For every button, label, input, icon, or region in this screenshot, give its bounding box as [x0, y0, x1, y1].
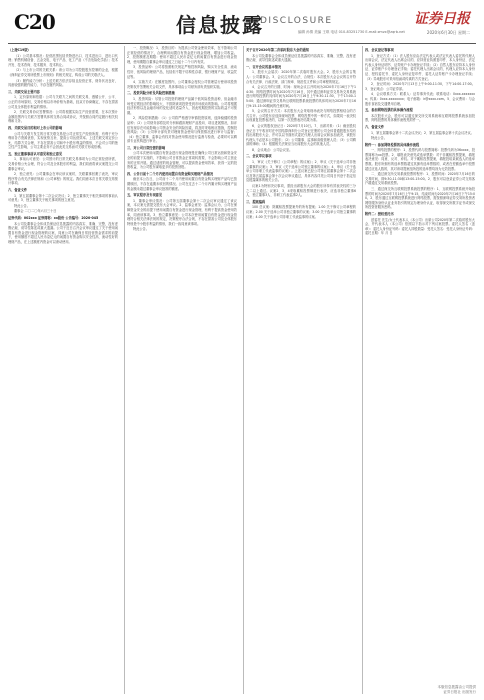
- paragraph: 董事会 二〇二〇年六月三十日: [14, 209, 57, 214]
- footer-line: 证券日报社 出版发行: [443, 689, 476, 694]
- paragraph: 特此公告。: [133, 227, 149, 232]
- section-heading: 四、公告日前十二个月内使用闲置自有资金购买理财产品情况: [127, 171, 214, 176]
- paragraph: （1）公司基本情况：经营范围包括货物进出口、技术进出口、进出口代理；销售机械设备、五金交电、电子产品、化工产品（不含危险化学品）；技术开发、技术咨询、技术服务、技术转让。: [8, 53, 118, 67]
- paragraph: 截至本公告日，公司前十二个月内使用闲置自有资金购买理财产品均已按期赎回，不存在逾期未收回的情况。公司在过去十二个月内累计购买理财产品的金额未超过董事会审议批准的额度。: [127, 177, 237, 191]
- paragraph: 兹委托 先生/女士代表本人（本公司）出席公司2020年第二次临时股东大会，并代表本人（本公司）依照以下指示对下列议案投票。委托人签名（盖章）：委托人身份证号码：委托人持股数量：受托人签名：受托人身份证号码：委托日期：年 月 日: [365, 217, 475, 236]
- paragraph: 5、会议的召开方式：本次股东大会采取现场表决与网络投票相结合的方式召开。公司股东应选择现场投票、网络投票中的一种方式，如果同一表决权出现重复投票表决的，以第一次投票表决结果为准。: [246, 109, 356, 123]
- page-number: C20: [14, 10, 55, 34]
- column-divider: [362, 46, 363, 694]
- paragraph: 8、会议地点：公司会议室。: [252, 147, 293, 152]
- paragraph: 1、第五届董事会第十二次会议决议；2、独立董事关于相关事项的事前认可意见；3、独立董事关于相关事项的独立意见。: [8, 193, 118, 203]
- paragraph: 本公司及董事会全体成员保证信息披露的内容真实、准确、完整，没有虚假记载、误导性陈述或重大遗漏。: [246, 53, 356, 63]
- section-heading: 四、关联交易目的和对上市公司的影响: [8, 125, 63, 130]
- paragraph: 4、会议联系方式：联系人：证券事务代表；联系电话：0xxx-xxxxxxxx；传真：0xxx-xxxxxxxx；电子邮箱：ir@xxxx.com。5、会议费用：与会股东食宿及交通费用自理。: [365, 92, 475, 106]
- paragraph: 1、投资风险：尽管公司投资的理财产品属于低风险投资品种，但金融市场受宏观经济的影响较大，不排除该项投资受到市场波动的影响。公司将根据经济形势以及金融市场的变化适时适量介入，因此短期投资的实际收益不可预期。: [127, 96, 237, 115]
- paragraph: 3、投资品种：公司将按照相关规定严格控制风险，购买安全性高、流动性好、低风险的理财产品，包括但不限于结构性存款、银行理财产品、收益凭证等。: [127, 65, 237, 79]
- paragraph: 1、审议《关于修订〈公司章程〉的议案》；2、审议《关于选举公司非独立董事的议案》；3、审议《关于选举公司独立董事的议案》；4、审议《关于选举公司非职工代表监事的议案》。上述议案已经公司第五届董事会第十二次会议及第五届监事会第十次会议审议通过，具体内容详见公司同日刊登于指定信息披露媒体的相关公告。: [246, 160, 356, 183]
- section-heading: 六、备查文件: [365, 124, 385, 129]
- paragraph: 2、关联交易协议签署情况：公司将根据实际生产经营需要，在本次预计金额范围内与关联方签署具体的交易合同或协议，并按照合同约定履行相关权利和义务。: [8, 110, 118, 124]
- section-heading: 五、参加网络投票的具体操作流程: [365, 108, 413, 113]
- section-heading: 附件二：授权委托书: [365, 212, 394, 216]
- paragraph: 特此公告。: [371, 136, 387, 141]
- paragraph: 4、会议召开的日期、时间：现场会议召开时间为2020年7月16日下午14:30；网络投票时间为2020年7月16日，其中通过深圳证券交易所交易系统进行网络投票的具体时间为2020年7月16日上午9:30-11:30，下午13:00-15:00；通过深圳证券交易所互联网投票系统投票的具体时间为2020年7月16日9:15-15:00期间的任意时间。: [246, 85, 356, 108]
- paragraph: 2、风险控制措施：（1）公司将严格遵守审慎投资原则，选择稳健的投资品种；（2）公司财务部将及时分析和跟踪理财产品投向、项目进展情况，如评估发现存在可能影响公司资金安全的风险因素，将及时采取相应措施，控制投资风险；（3）公司审计部负责对理财资金使用与保管情况进行审计与监督；（4）独立董事、监事会有权对资金使用情况进行监督与检查，必要时可以聘请专业机构进行审计。: [127, 116, 237, 144]
- footer-line: 本版信息披露由公司提供: [437, 685, 476, 689]
- section-heading: 五、审议程序及专项意见: [127, 193, 163, 198]
- paragraph: 1、股东大会届次：2020年第二次临时股东大会。2、股东大会的召集人：公司董事会。3、会议召开的合法、合规性：本次股东大会会议的召开符合有关法律、行政法规、部门规章、规范性文件和公司章程的规定。: [246, 70, 356, 84]
- column-divider: [243, 46, 244, 694]
- paragraph: 议案1为特别决议事项，需经出席股东大会的股东所持有效表决权的三分之二以上通过。议案2、3、4采取累积投票制进行表决，应选非独立董事6人、独立董事3人、非职工代表监事2人。: [246, 184, 356, 198]
- paragraph: 公司与关联方发生的日常关联交易是公司正常生产经营所需，有利于充分利用各方资源优势，实现优势互补，提高公司运营效率。上述关联交易定价公允，结算方式合理，不存在损害公司和中小股东利益的情形，不会对公司的独立性产生影响，公司主要业务不会因此类交易而对关联方形成依赖。: [8, 131, 118, 150]
- section-heading: 证券代码：002xxx 证券简称：xx股份 公告编号：2020-045: [8, 216, 99, 220]
- paragraph: 1、定价原则和依据：公司与关联方之间的关联交易，遵循公开、公平、公正的市场原则，交易价格以市场价格为基础，经双方协商确定，不存在损害公司及全体股东利益的情形。: [8, 95, 118, 109]
- paragraph: 一、投资概况：1、投资目的：为提高公司资金使用效率，在不影响公司正常经营的情况下，合理利用闲置自有资金进行现金管理，增加公司收益。2、投资额度及期限：使用不超过人民币壹亿元的闲置自有资金进行现金管理，使用期限自董事会审议通过之日起十二个月内有效。: [127, 46, 237, 64]
- section-heading: 五、独立董事事前认可意见和独立意见: [8, 151, 63, 156]
- paragraph: 6、会议的股权登记日：2020年7月10日。7、出席对象：（1）截至股权登记日下午收市时在中国结算深圳分公司登记在册的公司全体普通股股东均有权出席股东大会，并可以以书面形式委托代理人出席会议和参加表决，该股东代理人不必是本公司股东；（2）公司董事、监事和高级管理人员；（3）公司聘请的律师；（4）根据相关法规应当出席股东大会的其他人员。: [246, 123, 356, 147]
- paragraph: 4、实施方式：在额度范围内，公司董事会授权公司管理层行使该项投资决策权并签署相关合同文件，具体事项由公司财务部负责组织实施。: [127, 80, 237, 89]
- paragraph: 本次股东大会，股东可以通过深交所交易系统和互联网投票系统参加投票，网络投票的具体操作流程见附件一。: [365, 113, 475, 123]
- section-heading: 四、会议登记等事项: [365, 48, 394, 52]
- date-info: 2020年6月30日 星期二: [426, 30, 470, 35]
- article-body: [8, 46, 476, 694]
- paragraph: 公司本次使用闲置自有资金进行现金管理是在确保公司日常运营和资金安全的前提下实施的，不影响公司日常资金正常周转需要，不会影响公司主营业务的正常开展。通过适度的现金管理，可以提高资金使用效率，获得一定的投资收益，为公司股东谋取更多的投资回报。: [127, 151, 237, 170]
- newspaper-logo: 证券日报: [414, 11, 470, 27]
- paragraph: 1、事前认可意见：公司预计的日常关联交易事项为公司正常经营所需，交易价格公允合理，符合公司及全体股东的利益，我们同意将该议案提交公司董事会审议。: [8, 157, 118, 171]
- paragraph: 1、第五届董事会第十二次会议决议；2、第五届监事会第十次会议决议。: [371, 130, 474, 135]
- text-column-1: [8, 46, 118, 694]
- section-heading: 附件一：参加网络投票的具体操作流程: [365, 142, 420, 147]
- text-column-4: [365, 46, 475, 694]
- section-heading: 六、备查文件: [8, 188, 28, 193]
- section-heading: 二、会议审议事项: [246, 154, 272, 159]
- section-heading: （上接C19版）: [8, 48, 31, 52]
- header-divider: [8, 43, 476, 44]
- section-title: 信息披露: [176, 13, 264, 37]
- paragraph: （2）与上市公司的关联关系：该公司为公司控股股东控制的企业，根据《深圳证券交易所股票上市规则》的相关规定，构成公司的关联法人。: [8, 68, 118, 77]
- section-heading: 三、提案编码: [246, 199, 266, 204]
- paragraph: 一、网络投票的程序：1、投票代码与投票简称：投票代码为36xxxx，投票简称为xx投票。2、填报表决意见或选举票数：对于非累积投票提案，填报表决意见：同意、反对、弃权。对于累积投票提案，填报投给某候选人的选举票数。股东所拥有的选举票数超过其拥有选举票数的，或者在差额选举中投票超过应选人数的，其对该项提案组所投的选举票均视为无效投票。: [365, 148, 475, 171]
- paragraph: 三、通过深交所互联网投票系统投票的程序：1、互联网投票系统开始投票的时间为2020年7月16日上午9:15，结束时间为2020年7月16日下午15:00。2、股东通过互联网投票系统进行网络投票，需按照深圳证券交易所投资者网络服务身份认证业务指引的规定办理身份认证，取得深交所数字证书或深交所投资者服务密码。: [365, 187, 475, 210]
- section-heading: 三、对公司日常经营的影响: [127, 145, 166, 150]
- paragraph: 1、登记方式：（1）法人股东应由法定代表人或法定代表人委托的代理人出席会议，法定代表人出席会议的，应持营业执照复印件、本人身份证、法定代表人身份证明书、证券账户卡办理登记手续；（2）自然人股东应持本人身份证、证券账户卡办理登记手续；委托代理人出席会议的，代理人应持本人身份证、授权委托书、委托人身份证复印件、委托人证券账户卡办理登记手续；（3）异地股东可采用信函或传真的方式登记。: [365, 53, 475, 81]
- section-heading: 一、召开会议的基本情况: [246, 64, 282, 69]
- page-header: [8, 6, 476, 42]
- edition-info: 编辑 孙倩 美编 王琪 电话 010-83251730 E-mail:zmzx@zqrb.net: [298, 30, 405, 34]
- paragraph: 2、登记时间：2020年7月13日上午9:00-11:30，下午14:00-17:00。3、登记地点：公司证券部。: [365, 82, 475, 91]
- text-column-2: [127, 46, 237, 694]
- page-footer: [438, 685, 477, 694]
- paragraph: 100 总议案：除累积投票提案外的所有提案；1.00 关于修订公司章程的议案；2.00 关于选举公司非独立董事的议案；3.00 关于选举公司独立董事的议案；4.00 关于选举公司非职工代表监事的议案。: [246, 205, 356, 219]
- column-divider: [124, 46, 125, 694]
- paragraph: 二、通过深交所交易系统投票的程序：1、投票时间：2020年7月16日的交易时间，即9:30-11:30和13:00-15:00。2、股东可以登录证券公司交易客户端通过交易系统投票。: [365, 172, 475, 186]
- section-heading: 三、关联交易主要内容: [8, 89, 40, 94]
- section-heading: 二、投资风险分析及风险控制措施: [127, 91, 175, 96]
- paragraph: 2、独立意见：公司董事会在审议该议案时，关联董事回避了表决，审议程序符合有关法律法规和《公司章程》的规定。我们同意本次日常关联交易预计事项。: [8, 172, 118, 186]
- section-heading: 关于召开2020年第二次临时股东大会的通知: [246, 48, 310, 52]
- paragraph: 1、董事会审议情况：公司第五届董事会第十二次会议审议通过了该议案，本议案无需提交股东大会审议。2、监事会意见：监事会认为，公司在保障资金安全的前提下使用闲置自有资金进行现金管理，有利于提高资金使用效率，同意该事项。3、独立董事意见：公司本次使用闲置自有资金进行现金管理符合相关法律法规的规定，决策程序合法合规，不存在损害公司及全体股东特别是中小股东利益的情形，我们一致同意该事项。: [127, 198, 237, 226]
- text-column-3: [246, 46, 356, 694]
- section-subtitle: DISCLOSURE: [260, 16, 333, 26]
- paragraph: （3）履约能力分析：上述关联方依法存续且经营正常，财务状况良好，具备较强的履约能力，不存在履约风险。: [8, 78, 118, 88]
- paragraph: 本公司及董事会全体成员保证信息披露的内容真实、准确、完整，没有虚假记载、误导性陈述或重大遗漏。公司于近日召开会议审议通过了关于使用闲置自有资金进行现金管理的议案，同意公司在确保日常经营资金需求的前提下，使用额度不超过人民币壹亿元的闲置自有资金购买安全性高、流动性好的理财产品，在上述额度内资金可以滚动使用。: [8, 221, 118, 244]
- paragraph: 特此公告。: [14, 203, 30, 208]
